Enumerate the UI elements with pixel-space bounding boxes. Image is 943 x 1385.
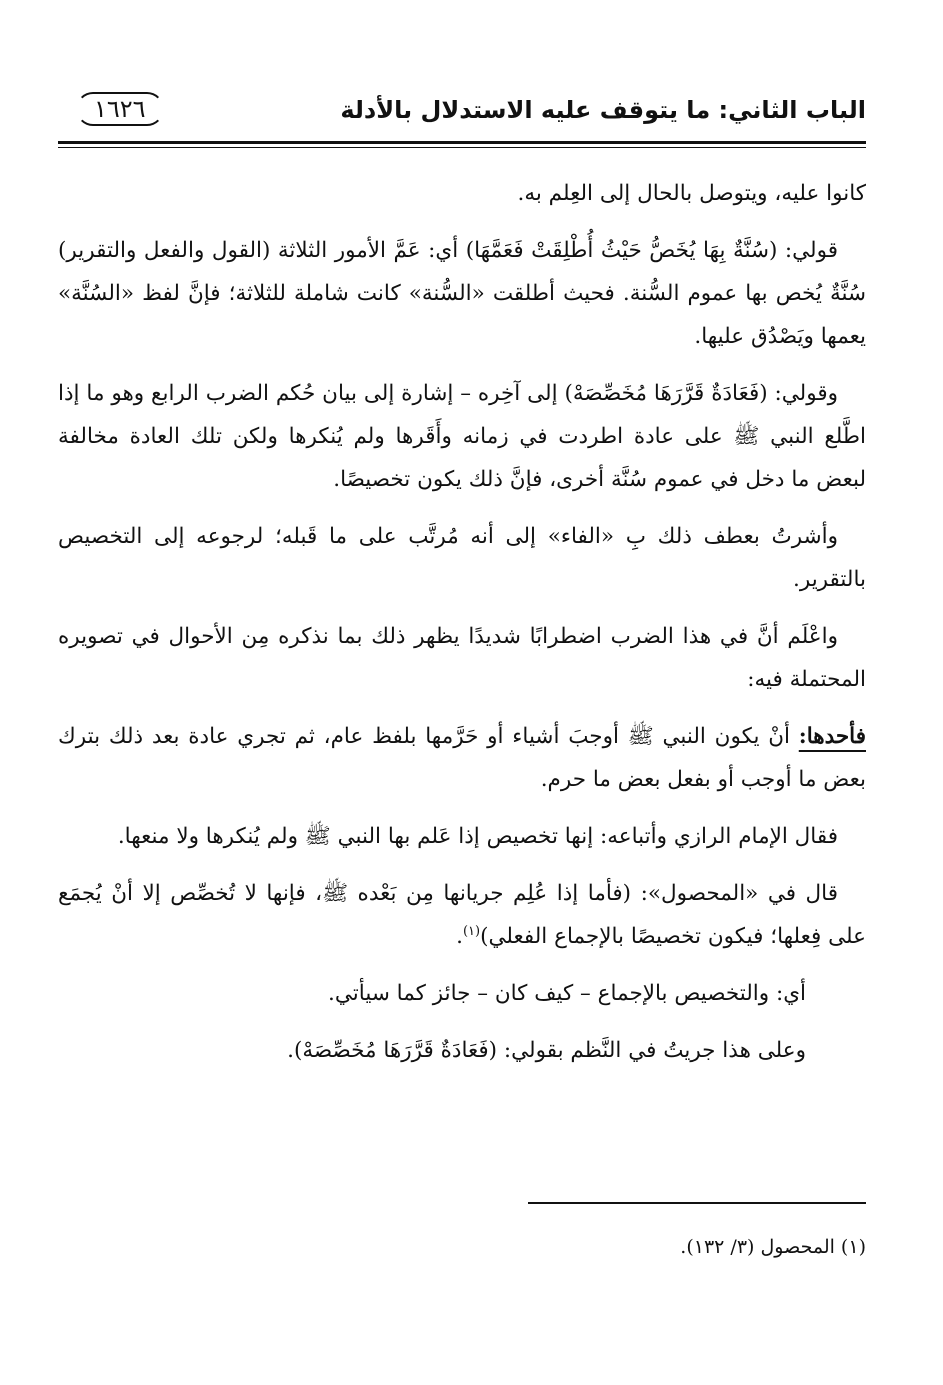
paragraph-6 [58, 715, 866, 801]
header-rule-thick [58, 141, 866, 144]
footnote-reference[interactable]: (١) [462, 923, 481, 939]
paragraph-8 [58, 872, 866, 958]
paragraph-2: قولي: (سُنَّةٌ بِهَا يُخَصُّ حَيْثُ أُطْلِقَتْ فَعَمَّهَا) أي: عَمَّ الأمور الثلاثة (القول والفعل والتقرير) سُنَّةٌ يُخص بها عموم السُّنة. فحيث أطلقت «السُّنة» كانت شاملة للثلاثة؛ فإنَّ لفظ «السُنَّة» يعمها ويَصْدُق عليها. [58, 238, 867, 349]
footnote-separator [528, 1202, 866, 1204]
paragraph-5: واعْلَم أنَّ في هذا الضرب اضطرابًا شديدًا يظهر ذلك بما نذكره مِن الأحوال في تصويره المحتملة فيه: [58, 624, 866, 692]
page-number: ١٦٢٦ [76, 92, 164, 126]
header-rule-thin [58, 147, 866, 148]
paragraph-7: فقال الإمام الرازي وأتباعه: إنها تخصيص إذا عَلم بها النبي ﷺ ولم يُنكرها ولا منعها. [117, 824, 838, 849]
paragraph-1: كانوا عليه، ويتوصل بالحال إلى العِلم به. [517, 181, 866, 206]
paragraph-3: وقولي: (فَعَادَةٌ قَرَّرَهَا مُخَصِّصَهْ) إلى آخِره – إشارة إلى بيان حُكم الضرب الرابع وهو ما إذا اطَّلع النبي ﷺ على عادة اطردت في زمانه وأَقَرها ولم يُنكرها ولكن تلك العادة مخالفة لبعض ما دخل في عموم سُنَّة أخرى، فإنَّ ذلك يكون تخصيصًا. [58, 381, 866, 492]
paragraph-8-text: قال في «المحصول»: (فأما إذا عُلِم جريانها مِن بَعْده ﷺ، فإنها لا تُخصِّص إلا أنْ يُجمَع على فِعلها؛ فيكون تخصيصًا بالإجماع الفعلي) [58, 881, 866, 949]
paragraph-8-end: . [456, 924, 463, 949]
paragraph-6-lead: فأحدها: [798, 724, 866, 749]
paragraph-4: وأشرتُ بعطف ذلك بِ «الفاء» إلى أنه مُرتَّب على ما قَبله؛ لرجوعه إلى التخصيص بالتقرير. [58, 524, 866, 592]
paragraph-9: أي: والتخصيص بالإجماع – كيف كان – جائز كما سيأتي. [328, 981, 806, 1006]
paragraph-10: وعلى هذا جريتُ في النَّظم بقولي: (فَعَادَةٌ قَرَّرَهَا مُخَصِّصَهْ). [287, 1038, 806, 1063]
footnote-1: (١) المحصول (٣/ ١٣٢). [680, 1236, 866, 1258]
page-header [58, 90, 866, 138]
running-title: الباب الثاني: ما يتوقف عليه الاستدلال بالأدلة [340, 96, 866, 124]
main-text [58, 172, 866, 1086]
paragraph-6-text: أنْ يكون النبي ﷺ أوجبَ أشياء أو حَرَّمها بلفظ عام، ثم تجري عادة بعد ذلك بترك بعض ما أوجب أو بفعل بعض ما حرم. [58, 724, 866, 792]
